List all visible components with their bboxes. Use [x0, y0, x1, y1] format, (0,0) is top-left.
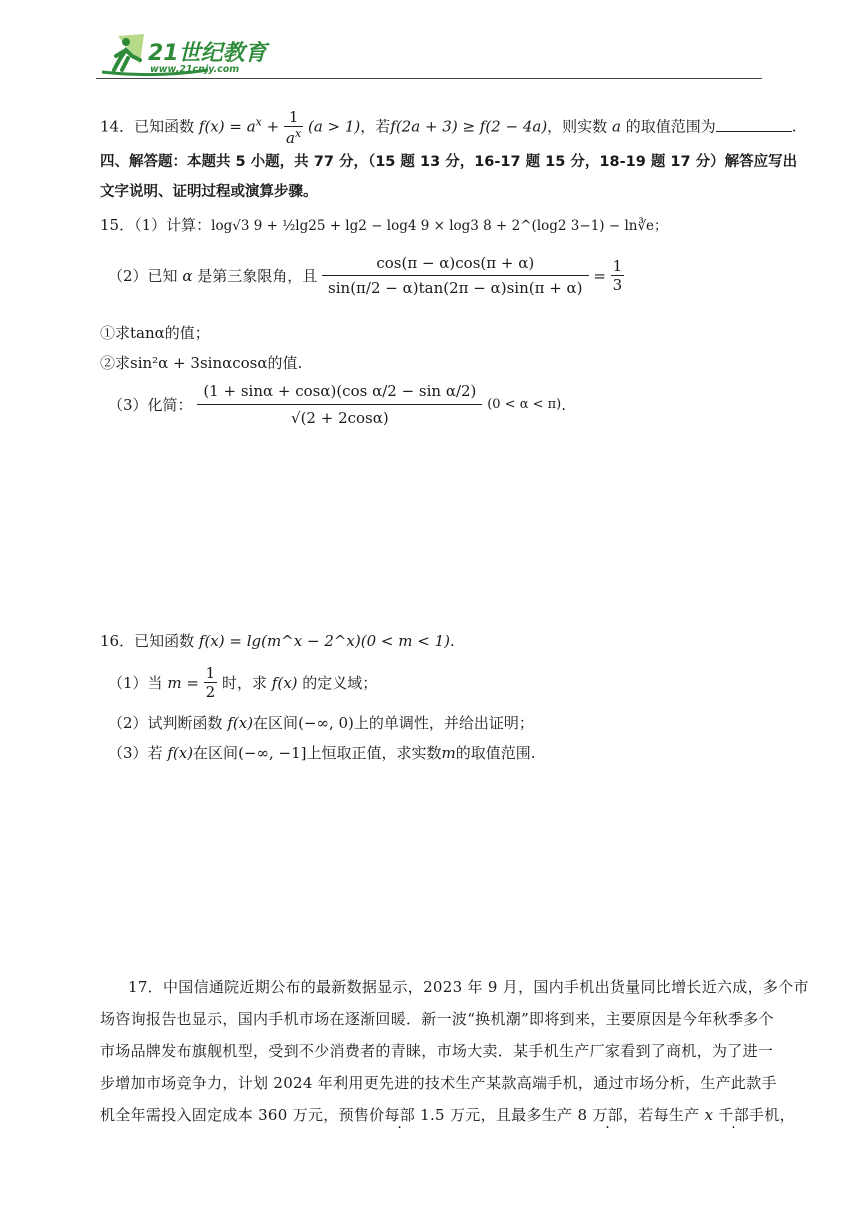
q15-p2-den: sin(π/2 − α)tan(2π − α)sin(π + α) — [328, 279, 583, 297]
q14-pre: 已知函数 — [134, 117, 195, 136]
q16-p2-b: 在区间 — [253, 714, 299, 732]
q16-p3-int: (−∞, −1] — [238, 744, 307, 762]
q15-s1-pre: ①求 — [100, 324, 131, 342]
q16-p1-b: 时，求 — [222, 674, 268, 692]
logo-text: 21世纪教育 — [148, 41, 267, 66]
q14-cond: (a > 1) — [307, 117, 361, 136]
q17-emph-wan: 万部 — [592, 1106, 623, 1124]
q15-p3-num: (1 + sinα + cosα)(cos α/2 − sin α/2) — [197, 382, 482, 405]
q16-p2-fx: f(x) — [227, 714, 254, 732]
q16-p2-int: (−∞, 0) — [298, 714, 354, 732]
q14-end: . — [791, 117, 797, 136]
section-4-line2: 文字说明、证明过程或演算步骤。 — [100, 184, 318, 200]
q16-part2 — [108, 712, 534, 733]
q16-p1-a: （1）当 — [108, 674, 163, 692]
q16-p1-num: 1 — [205, 664, 216, 682]
q16-stem — [100, 630, 455, 651]
q14-answer-blank — [716, 117, 792, 132]
q15-p3-den: √(2 + 2cosα) — [291, 409, 389, 427]
q14-var: a — [611, 117, 621, 136]
q15-p1-label: （1）计算： — [134, 216, 212, 234]
q16-part3 — [108, 742, 536, 763]
q15-number: 15． — [100, 216, 135, 234]
q14-func-sup: x — [255, 115, 262, 129]
q16-p3-c: 上恒取正值，求实数 — [306, 744, 442, 762]
q16-p3-d: 的取值范围. — [455, 744, 536, 762]
q15-sub2 — [100, 352, 302, 373]
q15-p2-label: （2）已知 — [108, 267, 178, 285]
q15-s1-post: 的值； — [164, 324, 210, 342]
q15-p3-fraction — [197, 382, 482, 427]
q17-line4: 步增加市场竞争力，计划 2024 年利用更先进的技术生产某款高端手机，通过市场分析，生产此款手 — [100, 1074, 777, 1092]
q15-p3-label: （3）化简： — [108, 396, 193, 414]
q14-mid: ，若 — [360, 117, 391, 136]
q16-number: 16． — [100, 632, 135, 650]
q15-part2 — [108, 254, 624, 297]
q16-stem-expr: f(x) = lg(m^x − 2^x)(0 < m < 1) — [198, 632, 450, 650]
q17-emph-qian: 千部 — [718, 1106, 749, 1124]
q15-p2-rhs-den: 3 — [612, 276, 623, 294]
q16-p1-fraction — [204, 664, 218, 701]
q15-p1-expr: log√3 9 + ½lg25 + lg2 − log4 9 × log3 8 + 2^(log2 3−1) − ln∛e； — [211, 218, 668, 234]
q16-p1-den: 2 — [205, 683, 216, 701]
q17-line5 — [100, 1104, 795, 1125]
q15-part3 — [108, 382, 566, 427]
question-14 — [100, 108, 797, 147]
q17-line5-e: ，若每生产 — [622, 1106, 705, 1124]
logo-url: www.21cnjy.com — [150, 64, 240, 75]
q15-s2-post: 的值. — [267, 354, 303, 372]
q15-p2-eq: = — [593, 266, 606, 285]
q15-s1-expr: tanα — [130, 324, 165, 342]
logo — [96, 30, 276, 80]
q16-stem-end: . — [449, 632, 455, 650]
q17-line5-x: x — [704, 1106, 714, 1124]
q17-line5-c: 1.5 万元，且最多生产 8 — [415, 1106, 593, 1124]
q17-emph-each: 每部 — [384, 1106, 416, 1124]
q16-p1-fx: f(x) — [271, 673, 298, 692]
q14-number: 14． — [100, 117, 135, 136]
q16-p1-m: m = — [167, 673, 199, 692]
q14-frac-den-sup: x — [294, 127, 302, 140]
q16-p3-a: （3）若 — [108, 744, 163, 762]
q15-p2-rhs — [611, 257, 625, 294]
q16-p2-c: 上的单调性，并给出证明； — [353, 714, 534, 732]
q15-p2-text: 是第三象限角，且 — [197, 267, 318, 285]
q17-line1: 17．中国信通院近期公布的最新数据显示，2023 年 9 月，国内手机出货量同比增长近六成，多个市 — [128, 978, 809, 996]
q14-frac-num: 1 — [284, 108, 303, 127]
q14-plus: + — [266, 117, 280, 136]
q16-part1 — [108, 664, 377, 701]
q15-p2-alpha: α — [182, 266, 193, 285]
q15-sub1 — [100, 322, 210, 343]
q16-p3-b: 在区间 — [193, 744, 239, 762]
q14-fraction — [284, 108, 303, 147]
q17-line5-a: 机全年需投入固定成本 360 万元，预售价 — [100, 1106, 385, 1124]
q15-p3-cond: (0 < α < π) — [487, 397, 562, 412]
q14-frac-den: a — [286, 129, 295, 147]
q15-s2-pre: ②求 — [100, 354, 131, 372]
q17-line5-h: 手机， — [749, 1106, 795, 1124]
q14-tail: 的取值范围为 — [625, 117, 716, 136]
q14-ineq: f(2a + 3) ≥ f(2 − 4a) — [390, 117, 548, 136]
q14-func-lhs: f(x) = a — [198, 117, 256, 136]
q17-line2: 场咨询报告也显示，国内手机市场在逐渐回暖．新一波“换机潮”即将到来，主要原因是今年秋季多个 — [100, 1010, 774, 1028]
q17-line3: 市场品牌发布旗舰机型，受到不少消费者的青睐，市场大卖．某手机生产厂家看到了商机，为了进一 — [100, 1042, 774, 1060]
q16-p3-m: m — [441, 744, 456, 762]
q15-p3-end: . — [561, 395, 567, 414]
q15-p2-rhs-num: 1 — [612, 257, 623, 275]
header-rule — [96, 78, 762, 79]
q14-post: ，则实数 — [547, 117, 608, 136]
q16-p3-fx: f(x) — [167, 744, 194, 762]
q15-p2-num: cos(π − α)cos(π + α) — [322, 254, 588, 276]
q15-part1 — [100, 214, 668, 235]
q15-s2-expr: sin²α + 3sinαcosα — [130, 354, 268, 372]
q16-stem-pre: 已知函数 — [134, 632, 195, 650]
section-4-line1: 四、解答题：本题共 5 小题，共 77 分，（15 题 13 分，16-17 题 15 分，18-19 题 17 分）解答应写出 — [100, 154, 798, 170]
q16-p2-a: （2）试判断函数 — [108, 714, 223, 732]
q16-p1-c: 的定义域； — [302, 674, 378, 692]
q15-p2-fraction — [322, 254, 588, 297]
